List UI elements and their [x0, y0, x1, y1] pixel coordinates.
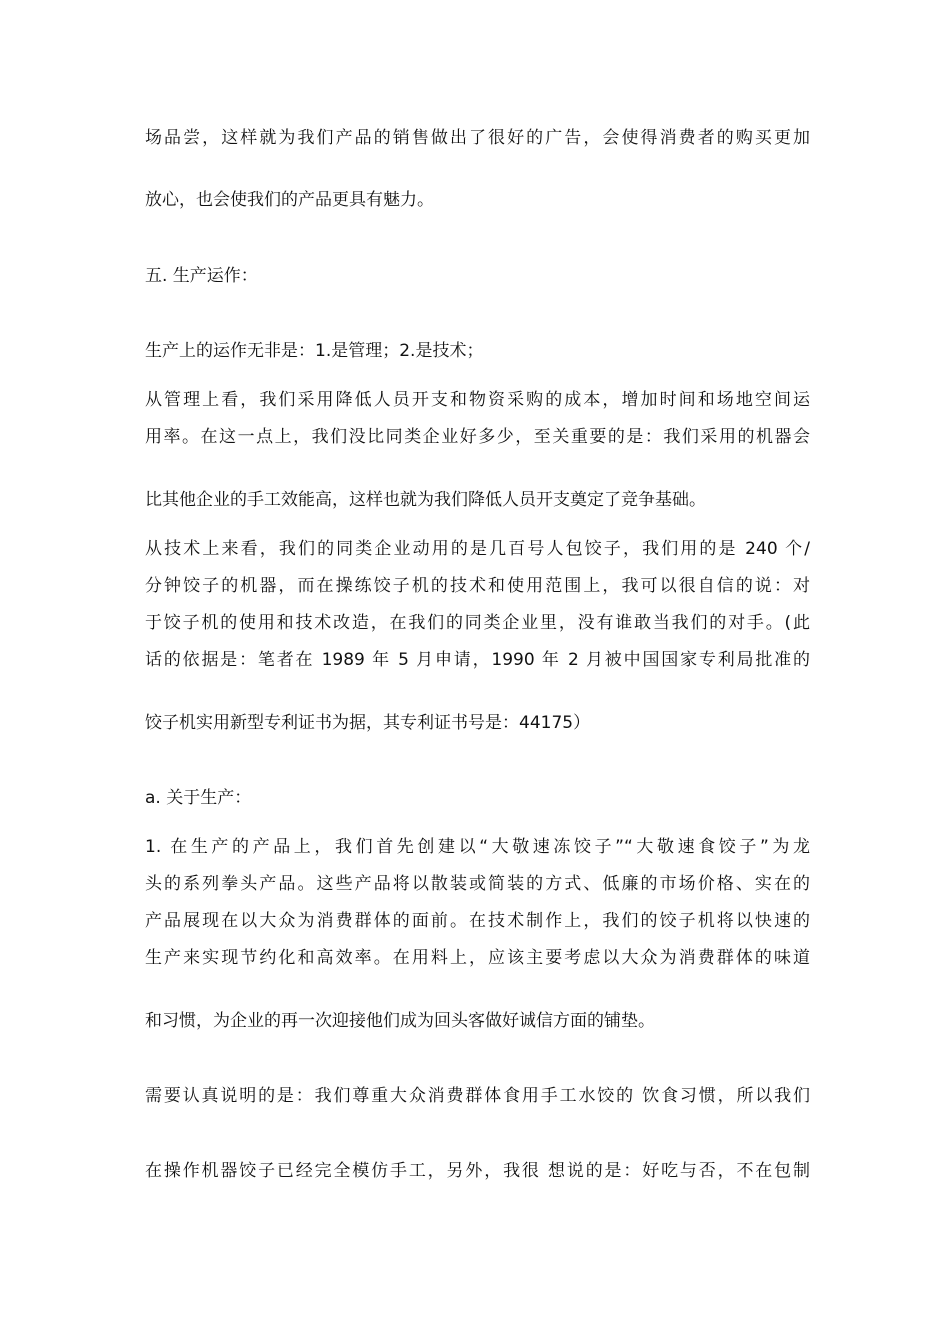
text-line: 于饺子机的使用和技术改造，在我们的同类企业里，没有谁敢当我们的对手。(此 [145, 613, 810, 633]
text-line: 从技术上来看，我们的同类企业动用的是几百号人包饺子，我们用的是 240 个/ [145, 539, 810, 559]
section-heading: 五. 生产运作： [145, 266, 258, 286]
text-line: 从管理上看，我们采用降低人员开支和物资采购的成本，增加时间和场地空间运 [145, 390, 810, 410]
text-line: 需要认真说明的是：我们尊重大众消费群体食用手工水饺的 饮食习惯，所以我们 [145, 1086, 810, 1106]
text-line: 场品尝，这样就为我们产品的销售做出了很好的广告，会使得消费者的购买更加 [145, 128, 810, 148]
text-line: 分钟饺子的机器，而在操练饺子机的技术和使用范围上，我可以很自信的说：对 [145, 576, 810, 596]
text-line: 生产来实现节约化和高效率。在用料上，应该主要考虑以大众为消费群体的味道 [145, 948, 810, 968]
subsection-heading: a. 关于生产： [145, 788, 252, 808]
text-line: 和习惯，为企业的再一次迎接他们成为回头客做好诚信方面的铺垫。 [145, 1011, 655, 1031]
text-line: 头的系列拳头产品。这些产品将以散装或简装的方式、低廉的市场价格、实在的 [145, 874, 810, 894]
text-line: 用率。在这一点上，我们没比同类企业好多少，至关重要的是：我们采用的机器会 [145, 427, 810, 447]
text-line: 放心，也会使我们的产品更具有魅力。 [145, 190, 434, 210]
text-line: 1. 在生产的产品上，我们首先创建以“大敬速冻饺子”“大敬速食饺子”为龙 [145, 837, 810, 857]
text-line: 生产上的运作无非是：1.是管理；2.是技术； [145, 341, 484, 361]
text-line: 在操作机器饺子已经完全模仿手工，另外，我很 想说的是：好吃与否，不在包制 [145, 1161, 810, 1181]
text-line: 饺子机实用新型专利证书为据，其专利证书号是：44175） [145, 713, 591, 733]
text-line: 产品展现在以大众为消费群体的面前。在技术制作上，我们的饺子机将以快速的 [145, 911, 810, 931]
text-line: 话的依据是：笔者在 1989 年 5 月申请，1990 年 2 月被中国国家专利局批准的 [145, 650, 810, 670]
text-line: 比其他企业的手工效能高，这样也就为我们降低人员开支奠定了竞争基础。 [145, 490, 706, 510]
